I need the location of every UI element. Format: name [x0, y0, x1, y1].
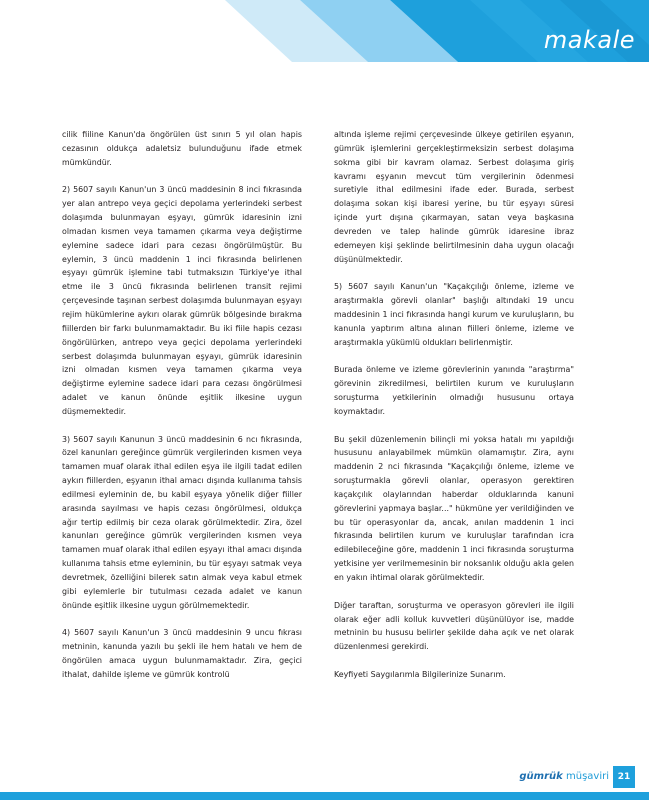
paragraph: 3) 5607 sayılı Kanunun 3 üncü maddesinin 6 ncı fıkrasında, özel kanunları gereğince gümrük vergilerinden kısmen veya tamamen muaf olarak ithal edilen eşya ile ilgili tadat edilen aykırı fiillerden, eşyanın ithal amacı dışında kullanıma tahsis edilmesi eyleminin de, bu kabil eşyaya yönelik diğer fiiller arasında sayılması ve hapis cezası öngörülmesi, oldukça ağır tertip edilmiş bir ceza olarak görülmektedir. Zira, özel kanunları gereğince gümrük vergilerinden kısmen veya tamamen muaf olarak ithal edilen eşyayı ithal amacı dışında kullanıma tahsis etme eyleminin, bu tür eşyayı satmak veya devretmek, özelliğini bilerek satın almak veya kabul etmek gibi eylemlerle bir tutulması cezada adalet ve kanun önünde eşitlik ilkesine uygun görülmemektedir.: [62, 434, 302, 610]
paragraph: Burada önleme ve izleme görevlerinin yanında "araştırma" görevinin zikredilmesi, belirtilen kurum ve kuruluşların soruşturma yetkilerinin olmadığı hususunu ortaya koymaktadır.: [334, 365, 574, 416]
paragraph: 5) 5607 sayılı Kanun'un "Kaçakçılığı önleme, izleme ve araştırmakla görevli olanlar" başlığı altındaki 19 uncu maddesinin 1 inci fıkrasında hangi kurum ve kuruluşların, bu kanunla yaptırım altına alınan fiilleri önleme, izleme ve araştırmakla yükümlü oldukları belirlenmiştir.: [334, 282, 574, 347]
paragraph: cilik fiiline Kanun'da öngörülen üst sınırı 5 yıl olan hapis cezasının oldukça adaletsiz bulunduğunu ifade etmek mümkündür.: [62, 130, 302, 167]
footer: [0, 760, 649, 800]
paragraph: Bu şekil düzenlemenin bilinçli mi yoksa hatalı mı yapıldığı hususunu anlayabilmek mümkün olamamıştır. Zira, aynı maddenin 2 nci fıkrasında "Kaçakçılığı önleme, izleme ve soruşturmakla görevli olanlar, operasyon gerektiren kaçakçılık olaylarından haberdar olduklarında kanuni görevlerini yapmaya başlar..." hükmüne yer verildiğinden ve bu tür operasyonlar da, ancak, anılan maddenin 1 inci fıkrasında belirtilen kurum ve kuruluşlar tarafından icra edilebileceğine göre, maddenin 1 inci fıkrasında soruşturma yetkisine yer verilmemesinin bir noksanlık olduğu akla gelen en yakın ihtimal olarak görülmektedir.: [334, 434, 574, 582]
paragraph: altında işleme rejimi çerçevesinde ülkeye getirilen eşyanın, gümrük işlemlerini gerçekleştirmeksizin serbest dolaşıma sokma gibi bir kavram olamaz. Serbest dolaşıma giriş kavramı eşyanın mevcut tüm vergilerinin ödenmesi suretiyle ithal edilmesini ifade eder. Burada, serbest dolaşıma sokan kişi ibaresi yerine, bu tür eşyayı süresi içinde yurt dışına çıkarmayan, satan veya başkasına devreden ve talep halinde gümrük idaresine ibraz edemeyen kişi şeklinde belirtilmesinin daha uygun olacağı düşünülmektedir.: [334, 130, 574, 264]
magazine-brand: [519, 771, 609, 782]
brand-light-text: müşaviri: [565, 771, 609, 782]
left-text-column: [62, 128, 302, 696]
right-text-column: [334, 128, 574, 696]
header-banner: [0, 0, 649, 62]
paragraph: 4) 5607 sayılı Kanun'un 3 üncü maddesinin 9 uncu fıkrası metninin, kanunda yazılı bu şekli ile hem hatalı ve hem de öngörülen amaca uygun bulunmamaktadır. Zira, geçici ithalat, dahilde işleme ve gümrük kontrolü: [62, 628, 302, 679]
footer-bar: [0, 792, 649, 800]
brand-bold-text: gümrük: [519, 771, 563, 782]
paragraph: Diğer taraftan, soruşturma ve operasyon görevleri ile ilgili olarak eğer adli kolluk kuvvetleri düşünülüyor ise, madde metninin bu hususu belirler şekilde daha açık ve net olarak düzenlenmesi gerekirdi.: [334, 600, 574, 652]
page-number: 21: [613, 766, 635, 788]
section-label: makale: [543, 26, 635, 54]
paragraph: 2) 5607 sayılı Kanun'un 3 üncü maddesinin 8 inci fıkrasında yer alan antrepo veya geçici depolama yerlerindeki serbest dolaşımda bulunmayan eşyayı, gümrük idaresinin izni olmadan kısmen veya tamamen çıkarma veya değiştirme eylemine sadece idari para cezası öngörülmüştür. Bu eylemin, 3 üncü maddenin 1 inci fıkrasında belirlenen eşyayı gümrük işlemine tabi tutmaksızın Türkiye'ye ithal etme ile 3 üncü fıkrasında belirlenen transit rejimi çerçevesinde taşınan serbest dolaşımda bulunmayan eşyayı rejim hükümlerine aykırı olarak gümrük bölgesinde bırakma fiillerden bir farkı bulunmamaktadır. Bu iki fiile hapis cezası öngörülürken, antrepo veya geçici depolama yerlerindeki serbest dolaşımda bulunmayan eşyayı, gümrük idaresinin izni olmadan kısmen veya tamamen çıkarma veya değiştirme eylemine sadece idari para cezası öngörülmesi adalet ve kanun önünde eşitlik ilkesine uygun düşmemektedir.: [62, 185, 302, 416]
closing-line: Keyfiyeti Saygılarımla Bilgilerinize Sunarım.: [334, 669, 506, 679]
